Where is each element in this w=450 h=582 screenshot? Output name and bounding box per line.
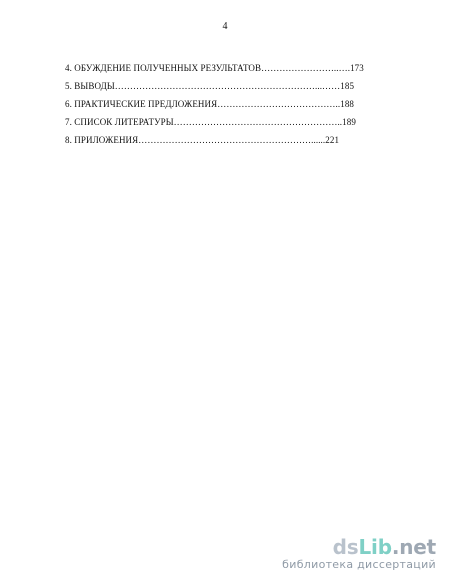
- toc-item-appendices: 8. ПРИЛОЖЕНИЯ…………………………………………………......221: [65, 135, 340, 145]
- table-of-contents: [65, 59, 395, 149]
- watermark-brand-lib: Lib: [358, 535, 392, 559]
- page-number: 4: [222, 21, 228, 32]
- dslib-watermark: [276, 536, 436, 574]
- watermark-logo: [276, 536, 436, 558]
- toc-item-discussion: 4. ОБУЖДЕНИЕ ПОЛУЧЕННЫХ РЕЗУЛЬТАТОВ……………………..….173: [65, 63, 364, 73]
- watermark-brand-ds: ds: [332, 535, 359, 559]
- toc-item-references: 7. СПИСОК ЛИТЕРАТУРЫ………………………………………………..189: [65, 117, 356, 127]
- watermark-brand-net: .net: [391, 535, 436, 559]
- toc-item-practical-suggestions: 6. ПРАКТИЧЕСКИЕ ПРЕДЛОЖЕНИЯ…………………………………..188: [65, 99, 355, 109]
- toc-item-conclusions: 5. ВЫВОДЫ…………………………………………………………...……185: [65, 81, 355, 91]
- watermark-subtitle: библиотека диссертаций: [282, 558, 436, 571]
